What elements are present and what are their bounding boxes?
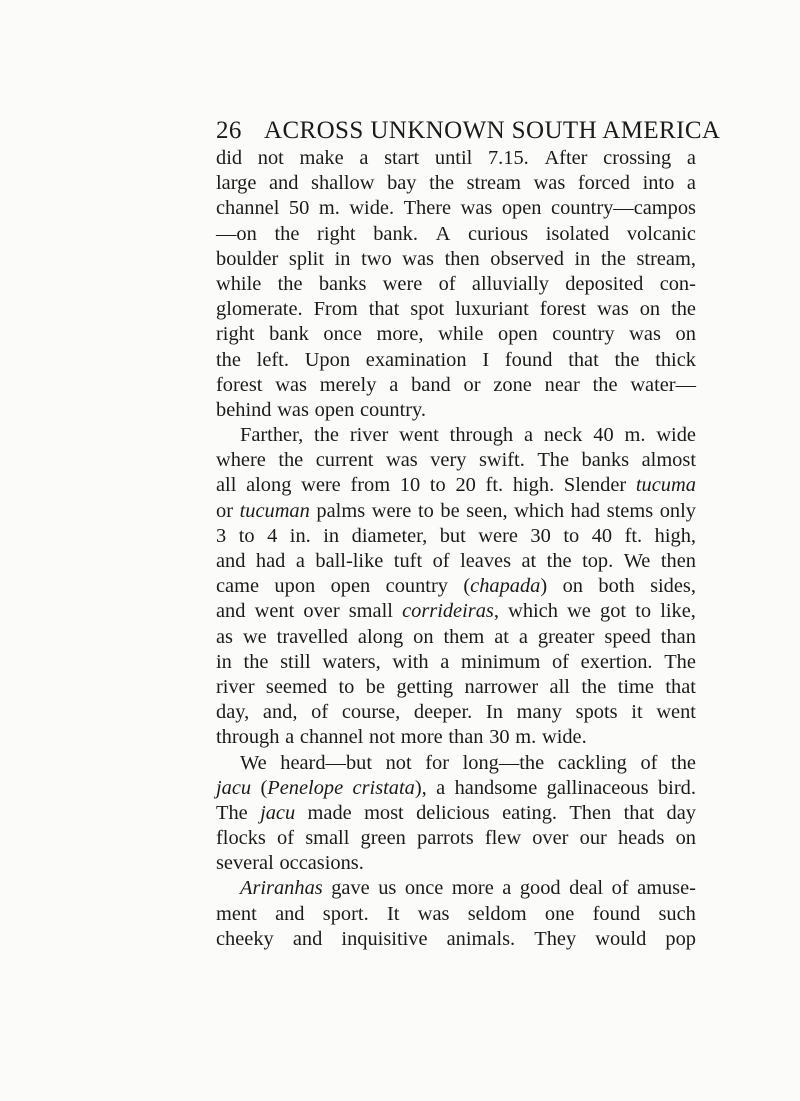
page-number: 26: [216, 117, 242, 144]
text-line: boulder split in two was then observed in the stream,: [216, 247, 696, 270]
text-line: where the current was very swift. The banks almost: [216, 449, 696, 472]
text-line: right bank once more, while open country was on: [216, 323, 696, 346]
text-line: through a channel not more than 30 m. wide.: [216, 726, 587, 749]
text-line: while the banks were of alluvially deposited con-: [216, 272, 696, 295]
text-line: or tucuman palms were to be seen, which had stems only: [216, 499, 696, 522]
text-line: —on the right bank. A curious isolated volcanic: [216, 222, 696, 245]
text-line: Farther, the river went through a neck 40 m. wide: [240, 424, 696, 447]
text-line: did not make a start until 7.15. After crossing a: [216, 147, 696, 169]
text-line: We heard—but not for long—the cackling of the: [240, 751, 696, 774]
text-line: large and shallow bay the stream was forced into a: [216, 172, 696, 195]
text-line: The jacu made most delicious eating. Then that day: [216, 801, 696, 824]
text-line: all along were from 10 to 20 ft. high. Slender tucuma: [216, 474, 696, 497]
text-line: in the still waters, with a minimum of exertion. The: [216, 650, 696, 673]
text-line: river seemed to be getting narrower all the time that: [216, 675, 696, 698]
text-line: glomerate. From that spot luxuriant forest was on the: [216, 298, 696, 321]
text-line: 3 to 4 in. in diameter, but were 30 to 40 ft. high,: [216, 524, 696, 547]
text-line: Ariranhas gave us once more a good deal of amuse-: [240, 877, 696, 900]
text-line: flocks of small green parrots flew over our heads on: [216, 827, 696, 850]
text-line: the left. Upon examination I found that the thick: [216, 348, 696, 371]
text-line: cheeky and inquisitive animals. They would pop: [216, 927, 696, 950]
text-line: day, and, of course, deeper. In many spots it went: [216, 701, 696, 724]
text-line: and went over small corrideiras, which we got to like,: [216, 600, 696, 623]
text-line: and had a ball-like tuft of leaves at the top. We then: [216, 550, 696, 572]
body-text: [216, 146, 696, 952]
text-line: behind was open country.: [216, 398, 427, 421]
text-line: came upon open country (chapada) on both sides,: [216, 575, 696, 598]
text-line: channel 50 m. wide. There was open country—campos: [216, 197, 696, 220]
running-title: ACROSS UNKNOWN SOUTH AMERICA: [264, 117, 721, 144]
text-line: jacu (Penelope cristata), a handsome gallinaceous bird.: [216, 776, 696, 799]
text-line: forest was merely a band or zone near the water—: [216, 373, 696, 396]
text-line: ment and sport. It was seldom one found such: [216, 902, 696, 925]
text-line: as we travelled along on them at a greater speed than: [216, 625, 696, 648]
text-line: several occasions.: [216, 852, 364, 875]
running-header: [216, 117, 721, 145]
